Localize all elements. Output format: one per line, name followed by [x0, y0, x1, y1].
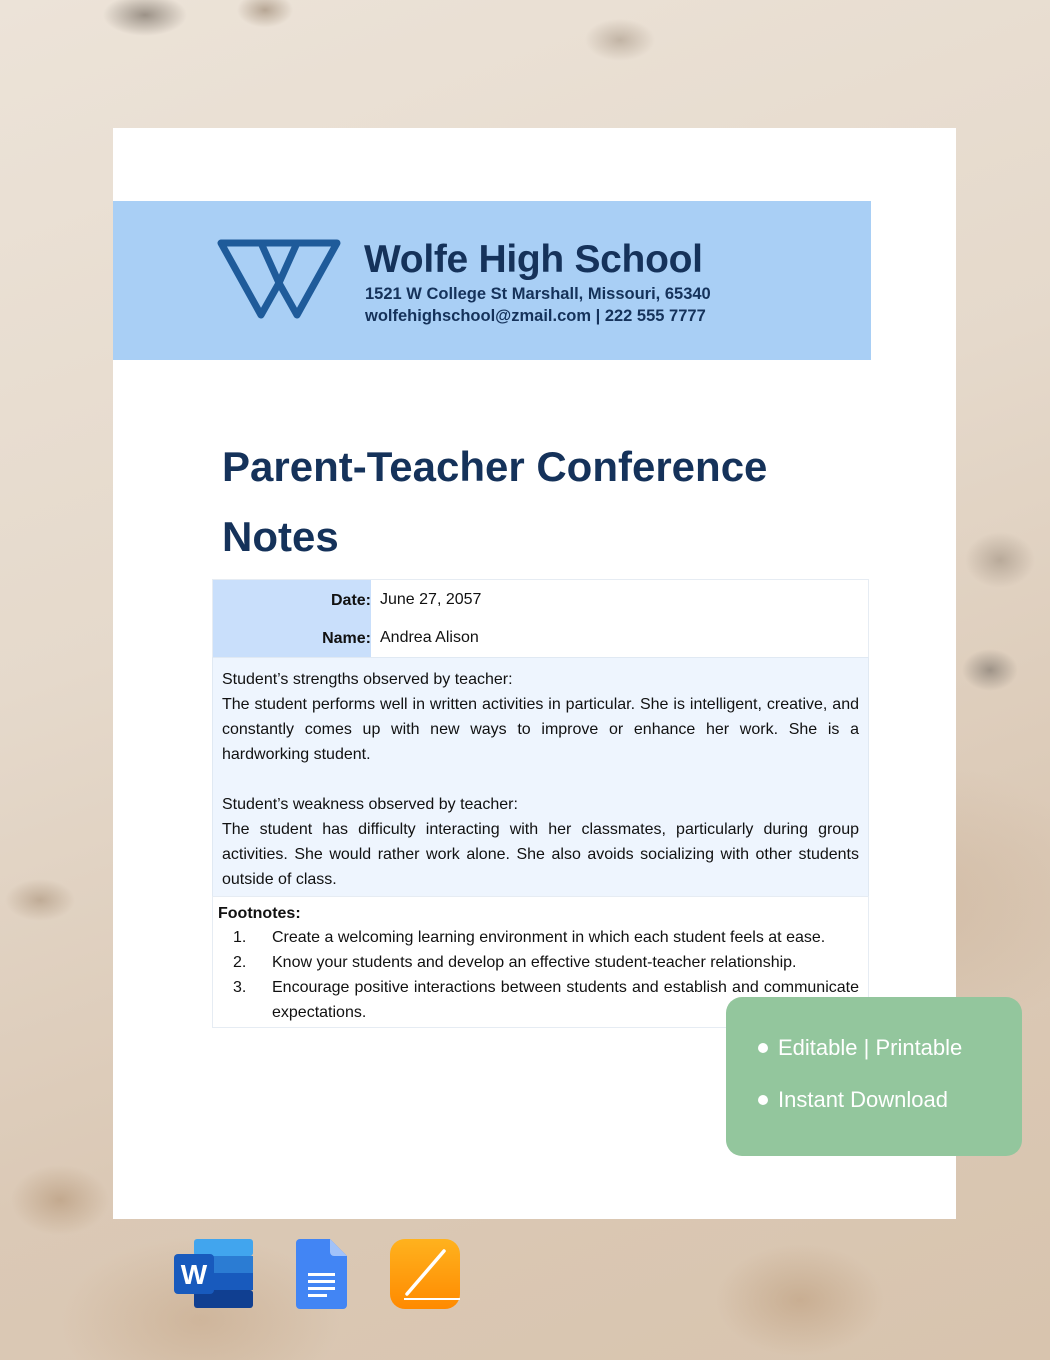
features-badge [726, 997, 1022, 1156]
school-contact: wolfehighschool@zmail.com | 222 555 7777 [365, 307, 706, 325]
name-value: Andrea Alison [380, 629, 479, 646]
footnote-item [218, 950, 859, 975]
bullet-icon [758, 1043, 768, 1053]
google-docs-icon[interactable] [296, 1239, 348, 1309]
footnote-text: Create a welcoming learning environment in which each student feels at ease. [272, 929, 826, 946]
name-label: Name: [322, 630, 371, 647]
footnote-item [218, 925, 859, 950]
feature-label: Editable | Printable [778, 1035, 963, 1060]
word-icon[interactable] [174, 1239, 254, 1309]
pages-icon[interactable] [390, 1239, 460, 1309]
footnote-number: 2. [233, 954, 247, 971]
footnotes-title: Footnotes: [218, 905, 301, 922]
feature-label: Instant Download [778, 1087, 948, 1112]
footnote-text: Know your students and develop an effective student-teacher relationship. [272, 954, 797, 971]
feature-instant-download [758, 1087, 948, 1113]
date-label: Date: [330, 592, 371, 609]
bullet-icon [758, 1095, 768, 1105]
weakness-heading: Student’s weakness observed by teacher: [222, 796, 518, 813]
info-label-column [213, 580, 371, 657]
w-triangle-logo-icon [217, 239, 341, 321]
feature-editable-printable [758, 1035, 962, 1061]
info-table [212, 579, 869, 658]
footnote-text: Encourage positive interactions between students and establish and communicate expectations. [272, 979, 859, 1021]
school-name: Wolfe High School [364, 238, 703, 281]
date-value: June 27, 2057 [380, 591, 482, 608]
strengths-body: The student performs well in written activities in particular. She is intelligent, creative, and constantly comes up with new ways to improve or enhance her work. She is a hardworking student. [222, 696, 859, 763]
observations-section [212, 657, 869, 897]
footnote-number: 1. [233, 929, 247, 946]
weakness-body: The student has difficulty interacting with her classmates, particularly during group activities. She would rather work alone. She also avoids socializing with other students outside of class. [222, 821, 859, 888]
svg-text:W: W [180, 1259, 208, 1290]
footnote-number: 3. [233, 979, 247, 996]
page-title: Parent-Teacher Conference Notes [222, 443, 768, 560]
strengths-heading: Student’s strengths observed by teacher: [222, 671, 513, 688]
school-address: 1521 W College St Marshall, Missouri, 65340 [365, 285, 711, 303]
